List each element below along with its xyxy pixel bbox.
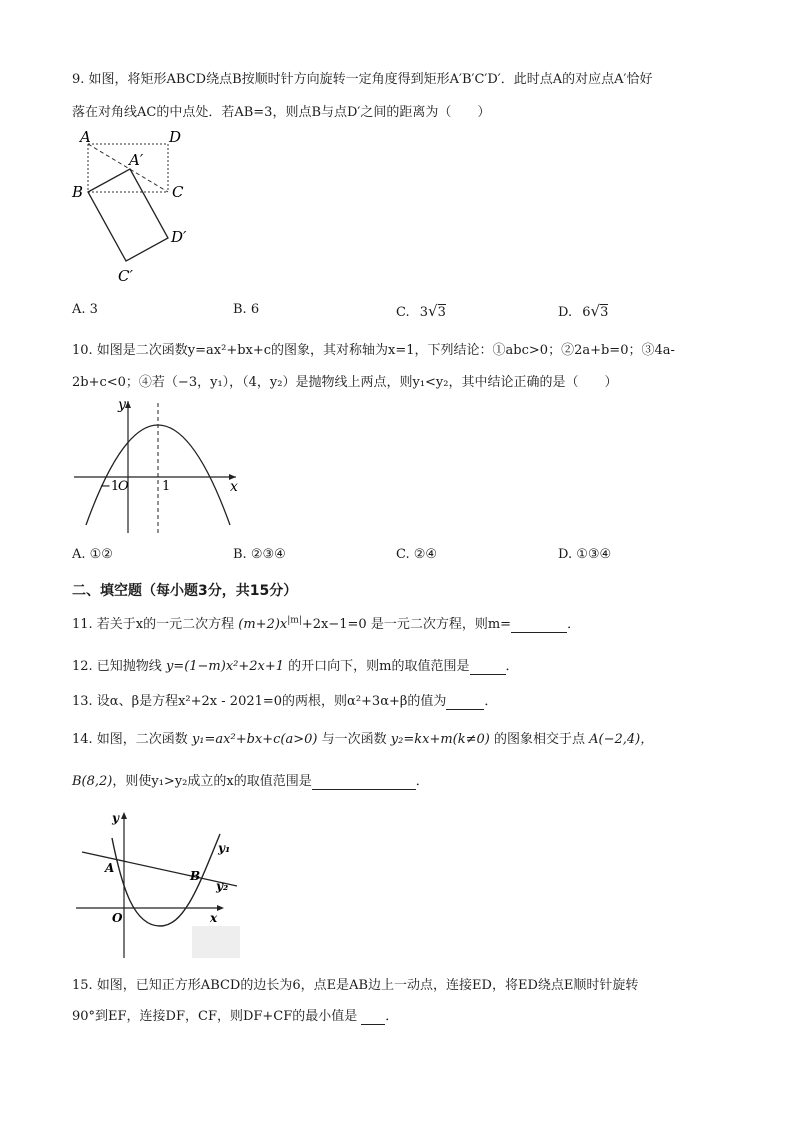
q14-line1 bbox=[72, 728, 653, 747]
q10-figure bbox=[66, 393, 246, 535]
q9-label-a: A bbox=[80, 128, 91, 146]
q12-eq: y=(1−m)x²+2x+1 bbox=[165, 659, 285, 674]
q15-line2 bbox=[72, 1005, 398, 1025]
q9-option-d[interactable]: D. 6√3 bbox=[558, 302, 609, 320]
q9-line1: 9. 如图，将矩形ABCD绕点B按顺时针方向旋转一定角度得到矩形A′B′C′D′．此时点A的对应点A′恰好 bbox=[72, 72, 653, 87]
q11-end: ． bbox=[567, 617, 581, 632]
q9-label-d1: D′ bbox=[171, 228, 187, 246]
q12-end: ． bbox=[505, 659, 519, 674]
q14-label-y1: y₁ bbox=[218, 841, 231, 855]
q13-end: ． bbox=[484, 694, 498, 709]
q9-option-d-rad: 3 bbox=[600, 305, 609, 320]
q11-pre: 11. 若关于x的一元二次方程 bbox=[72, 617, 235, 632]
q13-text: 13. 设α、β是方程x²+2x - 2021=0的两根，则α²+3α+β的值为 bbox=[72, 694, 447, 709]
q10-label-y: y bbox=[118, 397, 126, 413]
q11-post: 是一元二次方程，则m= bbox=[370, 617, 512, 632]
q14-eq2: y₂=kx+m(k≠0) bbox=[390, 732, 490, 747]
q14-pre: 14. 如图，二次函数 bbox=[72, 732, 188, 747]
q14-label-y2: y₂ bbox=[216, 879, 229, 893]
q10-label-minus1: −1 bbox=[100, 479, 120, 494]
q14-eq1: y₁=ax²+bx+c(a>0) bbox=[191, 732, 318, 747]
q12 bbox=[72, 655, 519, 675]
q14-pt-a: A(−2,4)， bbox=[589, 732, 654, 747]
q11-eq2: +2x−1=0 bbox=[301, 617, 367, 632]
q9-option-c[interactable]: C. 3√3 bbox=[396, 302, 446, 320]
q9-label-a1: A′ bbox=[129, 151, 144, 169]
q15-line1: 15. 如图，已知正方形ABCD的边长为6，点E是AB边上一动点，连接ED，将ED绕点E顺时针旋转 bbox=[72, 978, 639, 993]
q14-end: ． bbox=[415, 774, 429, 789]
q15-end: ． bbox=[385, 1009, 399, 1024]
q10-label-x: x bbox=[230, 479, 238, 495]
q15-line2-text: 90°到EF，连接DF，CF，则DF+CF的最小值是 bbox=[72, 1009, 358, 1024]
q9-label-d: D bbox=[169, 128, 182, 146]
q9-option-b[interactable]: B. 6 bbox=[233, 302, 260, 317]
q9-figure bbox=[66, 124, 206, 289]
q10-line2: 2b+c<0；④若（−3，y₁），（4，y₂）是抛物线上两点，则y₁<y₂，其中结论正确的是（ ） bbox=[72, 375, 618, 390]
q9-label-c1: C′ bbox=[118, 267, 133, 285]
q11-eq: (m+2)x bbox=[238, 617, 288, 632]
q10-option-a[interactable]: A. ①② bbox=[72, 547, 113, 562]
q14-label-a: A bbox=[105, 861, 115, 875]
q14-line2-text: ，则使y₁>y₂成立的x的取值范围是 bbox=[112, 774, 312, 789]
q11 bbox=[72, 613, 580, 633]
q15-answer-blank[interactable] bbox=[361, 1009, 385, 1025]
q13-answer-blank[interactable] bbox=[446, 694, 484, 710]
q9-option-c-rad: 3 bbox=[437, 305, 446, 320]
q9-label-c: C bbox=[172, 183, 184, 201]
q14-label-x: x bbox=[210, 911, 218, 925]
q13 bbox=[72, 690, 497, 710]
q10-option-b[interactable]: B. ②③④ bbox=[233, 547, 286, 562]
q14-label-o: O bbox=[112, 911, 123, 925]
q12-post: 的开口向下，则m的取值范围是 bbox=[288, 659, 470, 674]
q9-label-b: B bbox=[72, 183, 84, 201]
q9-option-c-label: C. bbox=[396, 305, 410, 320]
q10-line1: 10. 如图是二次函数y=ax²+bx+c的图象，其对称轴为x=1，下列结论：①abc>0；②2a+b=0；③4a- bbox=[72, 343, 675, 358]
q9-option-c-coef: 3 bbox=[419, 305, 429, 320]
q9-option-d-coef: 6 bbox=[582, 305, 591, 320]
q10-label-1: 1 bbox=[162, 479, 171, 494]
q9-line2: 落在对角线AC的中点处．若AB=3，则点B与点D′之间的距离为（ ） bbox=[72, 105, 491, 120]
q14-answer-blank[interactable] bbox=[312, 774, 416, 790]
q12-answer-blank[interactable] bbox=[470, 659, 506, 675]
q9-option-a[interactable]: A. 3 bbox=[72, 302, 98, 317]
q14-mid: 与一次函数 bbox=[321, 732, 387, 747]
q12-pre: 12. 已知抛物线 bbox=[72, 659, 162, 674]
q14-line2 bbox=[72, 770, 429, 790]
section-2-heading: 二、填空题（每小题3分，共15分） bbox=[72, 583, 298, 599]
q14-pt-b: B(8,2) bbox=[72, 774, 113, 789]
q10-option-c[interactable]: C. ②④ bbox=[396, 547, 438, 562]
q14-label-y: y bbox=[112, 811, 119, 825]
q9-option-d-label: D. bbox=[558, 305, 573, 320]
q14-label-b: B bbox=[190, 869, 201, 883]
q10-option-d[interactable]: D. ①③④ bbox=[558, 547, 612, 562]
q11-answer-blank[interactable] bbox=[511, 617, 567, 633]
q11-sup: |m| bbox=[287, 615, 302, 626]
q14-figure bbox=[72, 808, 252, 960]
q10-label-o: O bbox=[118, 479, 129, 494]
q14-post: 的图象相交于点 bbox=[493, 732, 585, 747]
